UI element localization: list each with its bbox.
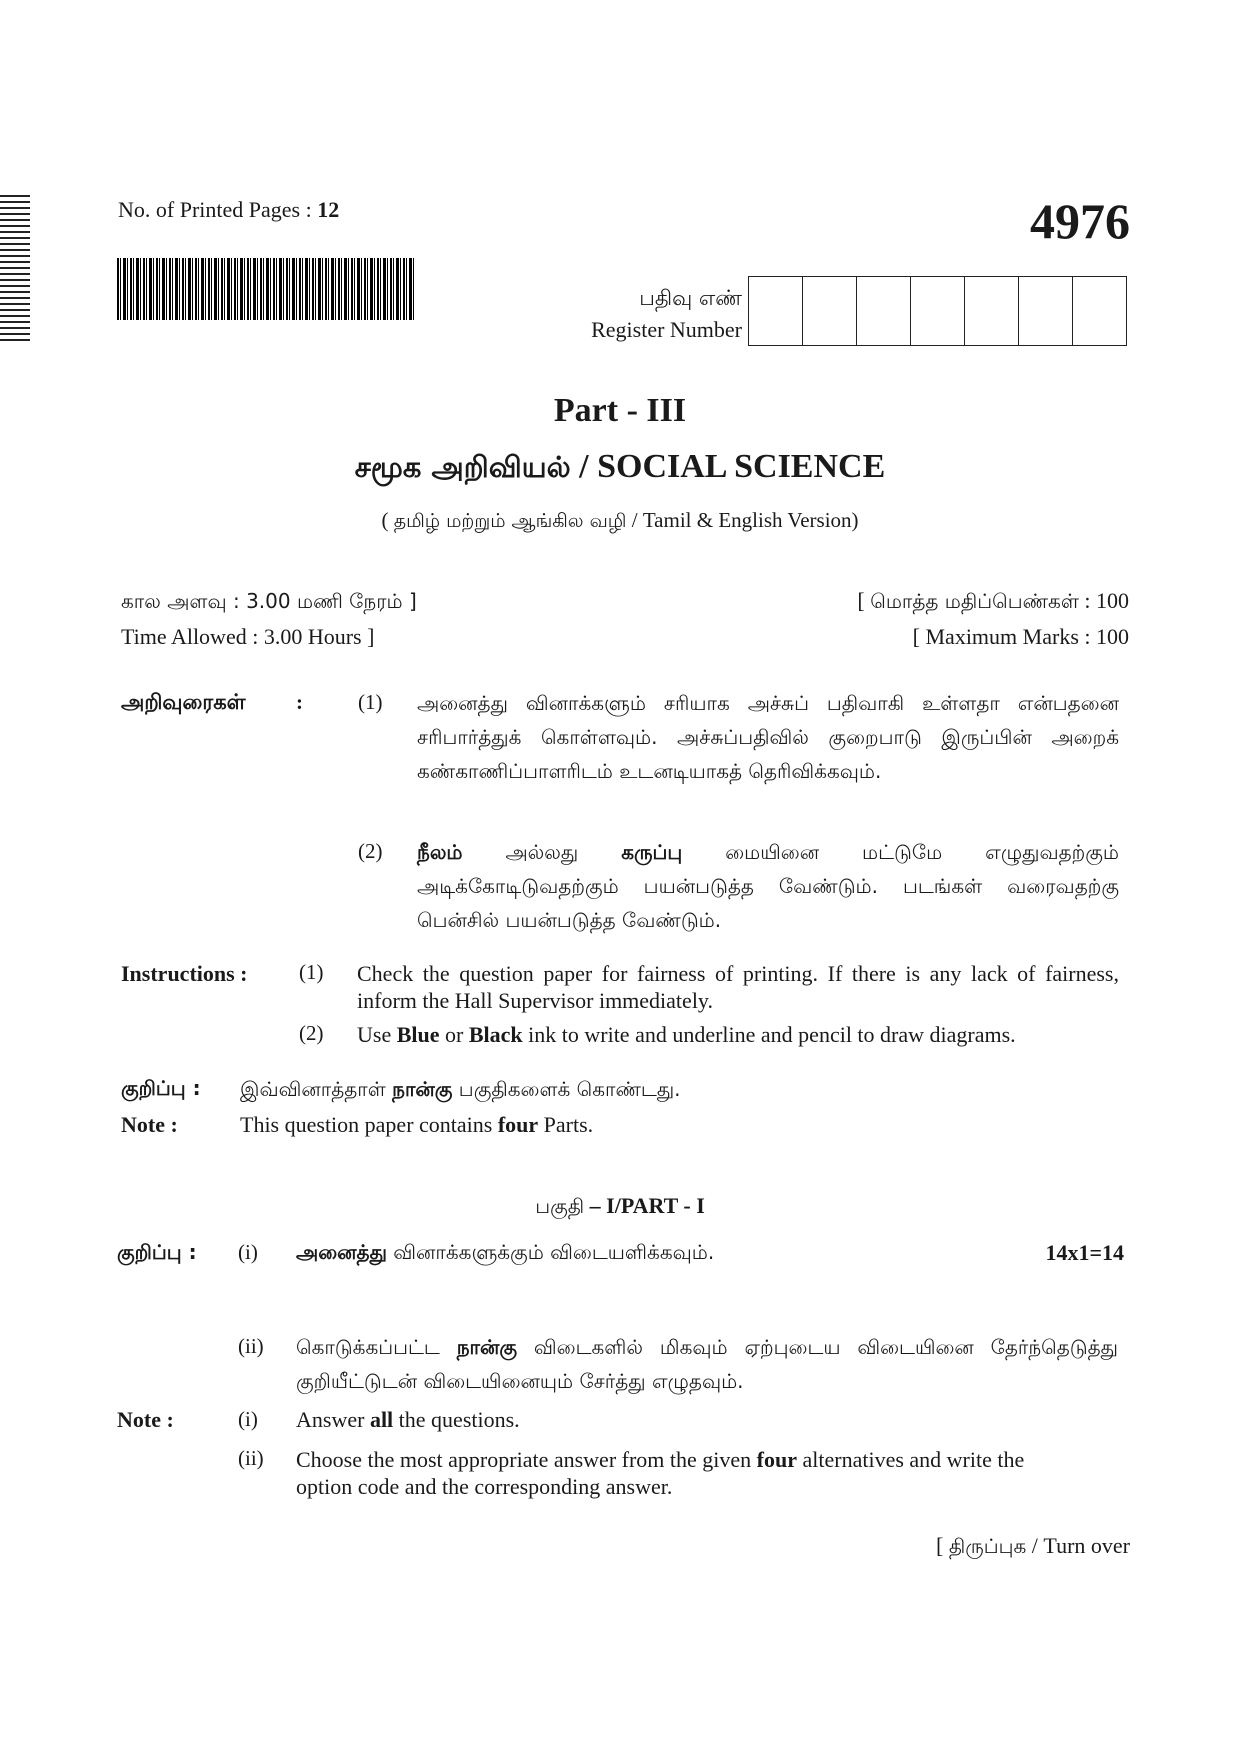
time-tamil-label: கால அளவு : 3.00 — [121, 589, 297, 613]
register-digit-box[interactable] — [856, 277, 910, 345]
tamil-instruction-number: (1) — [358, 690, 383, 714]
marks-english: [ Maximum Marks : 100 — [912, 624, 1129, 649]
version-tamil: தமிழ் மற்றும் ஆங்கில வழி — [393, 510, 627, 532]
ink-black-tamil: கருப்பு — [621, 840, 683, 864]
subject-separator: / — [570, 448, 598, 485]
text-fragment: or — [439, 1022, 469, 1047]
note-english-fragment: This question paper contains — [240, 1112, 498, 1137]
part-one-note-number: (ii) — [238, 1334, 264, 1358]
turn-over-open: [ — [935, 1533, 949, 1558]
marks-tamil-open: [ — [857, 588, 871, 613]
text-fragment: Use — [357, 1022, 397, 1047]
subject-title — [0, 448, 1240, 488]
register-digit-box[interactable] — [910, 277, 964, 345]
text-fragment: alternatives and write the option code and the corresponding answer. — [296, 1447, 1025, 1499]
english-instruction-number: (1) — [299, 960, 324, 984]
english-instructions-label: Instructions : — [121, 961, 248, 986]
register-digit-box[interactable] — [749, 277, 802, 345]
note-english-fragment: Parts. — [538, 1112, 594, 1137]
part-one-heading-tamil: பகுதி — [535, 1194, 585, 1218]
timing-marks — [0, 195, 30, 345]
register-digit-box[interactable] — [802, 277, 856, 345]
maximum-marks — [857, 583, 1129, 655]
time-tamil-unit: மணி நேரம் ] — [296, 589, 417, 613]
part-one-note-number: (i) — [238, 1240, 258, 1264]
note-tamil-label: குறிப்பு : — [121, 1076, 201, 1100]
part-one-note-tamil-label: குறிப்பு : — [117, 1240, 197, 1264]
tamil-four: நான்கு — [456, 1335, 518, 1359]
text-fragment: Answer — [296, 1407, 370, 1432]
turn-over — [936, 1533, 1130, 1561]
paper-code: 4976 — [1030, 193, 1130, 249]
part-one-note-number: (i) — [238, 1407, 258, 1431]
register-label-tamil: பதிவு எண் — [639, 286, 742, 310]
tamil-instructions-label: அறிவுரைகள் — [121, 690, 246, 714]
tamil-text-fragment: விடைகளில் மிகவும் ஏற்புடைய விடையினை தேர்ந்தெடுத்து குறியீட்டுடன் விடையினையும் சேர்த்து எழுதவும். — [296, 1335, 1118, 1393]
version-open: ( — [381, 508, 394, 532]
time-tamil — [121, 583, 417, 619]
marks-tamil-value: : 100 — [1078, 588, 1129, 613]
register-number-label — [591, 282, 742, 346]
part-one-note-english-label: Note : — [117, 1407, 174, 1432]
text-fragment: Choose the most appropriate answer from the given — [296, 1447, 757, 1472]
note-tamil-text — [240, 1077, 681, 1104]
note-tamil-fragment: பகுதிகளைக் கொண்டது. — [452, 1077, 681, 1101]
ink-black: Black — [468, 1022, 523, 1047]
register-digit-box[interactable] — [1072, 277, 1126, 345]
note-tamil-fragment: இவ்வினாத்தாள் — [240, 1077, 393, 1101]
english-instruction-number: (2) — [299, 1021, 324, 1045]
marks-tamil — [857, 583, 1129, 619]
printed-pages-value: 12 — [317, 197, 340, 222]
tamil-instruction-number: (2) — [358, 839, 383, 863]
part-one-note-english-text — [296, 1407, 520, 1433]
part-one-marks: 14x1=14 — [1045, 1240, 1124, 1265]
part-one-note-number: (ii) — [238, 1446, 264, 1470]
marks-tamil-label: மொத்த மதிப்பெண்கள் — [870, 589, 1079, 613]
register-label-english: Register Number — [591, 317, 742, 342]
part-one-heading-english: – I/PART - I — [584, 1193, 705, 1218]
english-instruction-text — [357, 1021, 1137, 1048]
printed-pages — [118, 197, 339, 223]
note-english-label: Note : — [121, 1112, 178, 1137]
part-one-note-tamil-text — [296, 1330, 1118, 1398]
tamil-instruction-text — [417, 835, 1119, 937]
time-english: Time Allowed : 3.00 Hours ] — [121, 624, 375, 649]
tamil-all: அனைத்து — [296, 1240, 387, 1264]
english-four: four — [756, 1447, 797, 1472]
english-all: all — [369, 1407, 394, 1432]
text-fragment: ink to write and underline and pencil to draw diagrams. — [522, 1022, 1016, 1047]
barcode-image — [117, 258, 415, 320]
note-english-four: four — [497, 1112, 539, 1137]
ink-blue-tamil: நீலம் — [417, 840, 463, 864]
register-number-boxes[interactable] — [748, 276, 1127, 346]
text-fragment: the questions. — [393, 1407, 520, 1432]
tamil-instructions-colon: : — [296, 690, 303, 714]
printed-pages-label: No. of Printed Pages : — [118, 197, 318, 222]
register-digit-box[interactable] — [964, 277, 1018, 345]
subject-tamil: சமூக அறிவியல் — [354, 450, 571, 484]
tamil-text-fragment: வினாக்களுக்கும் விடையளிக்கவும். — [386, 1240, 715, 1264]
turn-over-english: / Turn over — [1026, 1533, 1130, 1558]
tamil-text-fragment: கொடுக்கப்பட்ட — [296, 1335, 457, 1359]
version-line — [0, 508, 1240, 535]
register-digit-box[interactable] — [1018, 277, 1072, 345]
part-one-note-english-text — [296, 1446, 1076, 1500]
version-english: / Tamil & English Version) — [626, 508, 859, 532]
english-instruction-text: Check the question paper for fairness of printing. If there is any lack of fairness, inform the Hall Supervisor immediately. — [357, 961, 1119, 1013]
subject-english: SOCIAL SCIENCE — [597, 448, 886, 485]
note-english-text — [240, 1112, 593, 1138]
note-tamil-four: நான்கு — [392, 1077, 453, 1101]
part-title: Part - III — [553, 392, 687, 429]
turn-over-tamil: திருப்புக — [948, 1534, 1027, 1558]
time-allowed — [121, 583, 417, 655]
part-one-note-tamil-text — [296, 1240, 714, 1267]
part-one-heading — [0, 1193, 1240, 1221]
tamil-instruction-text: அனைத்து வினாக்களும் சரியாக அச்சுப் பதிவாகி உள்ளதா என்பதனை சரிபார்த்துக் கொள்ளவும். அச்சுப்பதிவில் குறைபாடு இருப்பின் அறைக் கண்காணிப்பாளரிடம் உடனடியாகத் தெரிவிக்கவும். — [417, 691, 1119, 783]
tamil-text-fragment: மையினை மட்டுமே எழுதுவதற்கும் அடிக்கோடிடுவதற்கும் பயன்படுத்த வேண்டும். படங்கள் வரைவதற்கு பென்சில் பயன்படுத்த வேண்டும். — [417, 840, 1119, 932]
tamil-text-fragment: அல்லது — [462, 840, 622, 864]
ink-blue: Blue — [396, 1022, 440, 1047]
